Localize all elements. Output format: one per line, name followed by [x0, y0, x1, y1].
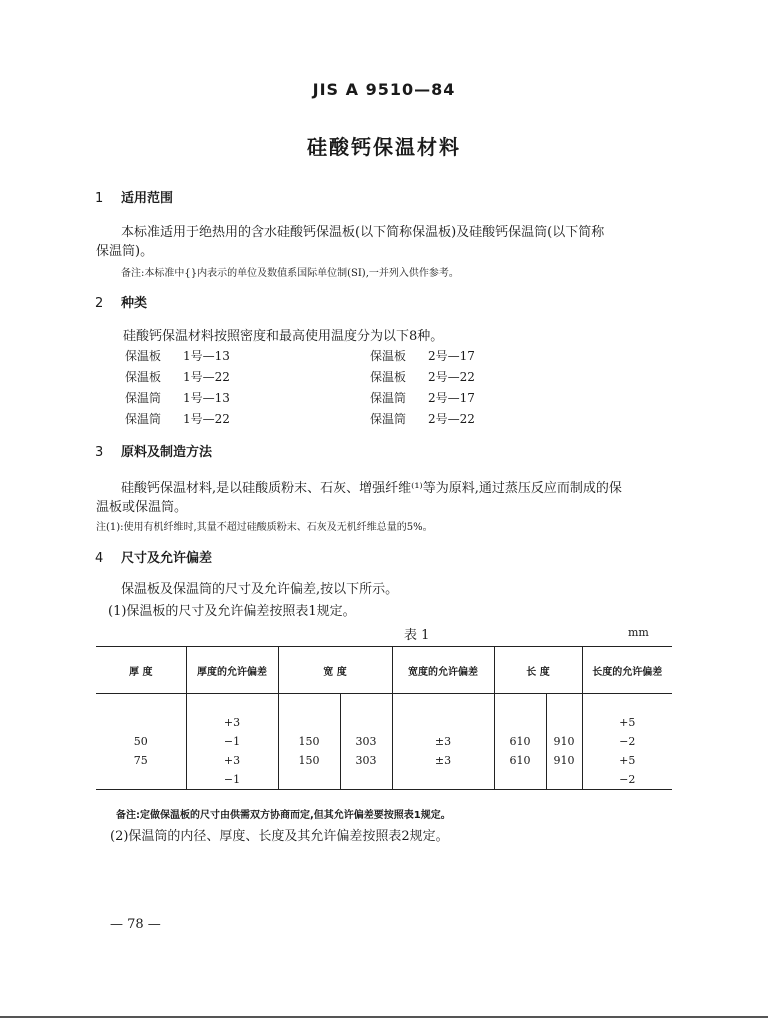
product-left-4 [125, 410, 230, 427]
section-1-heading [95, 187, 173, 206]
header-width-tolerance: 宽度的允许偏差 [392, 647, 494, 694]
cell-length-tolerance: +5 [582, 713, 672, 732]
s4-paragraph-line1: 保温板及保温筒的尺寸及允许偏差,按以下所示。 [121, 582, 399, 597]
section-2-heading [95, 292, 147, 311]
cell-width-tolerance [392, 770, 494, 790]
cell-thickness-tolerance: +3 [186, 751, 278, 770]
cell-width-a [278, 770, 340, 790]
cell-width-b: 303 [340, 751, 392, 770]
table-1 [96, 646, 672, 790]
cell-thickness [96, 770, 186, 790]
s1-remark: 备注:本标准中{}内表示的单位及数值系国际单位制(SI),一并列入供作参考。 [121, 268, 459, 279]
table-remark: 备注:定做保温板的尺寸由供需双方协商而定,但其允许偏差要按照表1规定。 [116, 810, 451, 821]
cell-length-b [546, 713, 582, 732]
section-3-heading [95, 441, 212, 460]
product-right-3 [370, 389, 475, 406]
product-name: 保温板 [125, 370, 162, 384]
section-title: 尺寸及允许偏差 [121, 551, 213, 566]
table-spacer-row [96, 694, 672, 714]
cell-width-tolerance [392, 713, 494, 732]
product-name: 保温筒 [370, 391, 407, 405]
product-code: 2号—17 [428, 391, 475, 405]
cell-width-tolerance: ±3 [392, 751, 494, 770]
product-name: 保温板 [125, 349, 162, 363]
table-row [96, 732, 672, 751]
product-code: 2号—17 [428, 349, 475, 363]
cell-length-b [546, 770, 582, 790]
product-left-1 [125, 347, 230, 364]
cell-thickness-tolerance: +3 [186, 713, 278, 732]
product-right-4 [370, 410, 475, 427]
section-title: 种类 [121, 296, 148, 311]
page-bottom-rule [0, 1016, 768, 1018]
s3-paragraph-line1: 硅酸钙保温材料,是以硅酸质粉末、石灰、增强纤维⁽¹⁾等为原料,通过蒸压反应而制成的保 [121, 481, 622, 496]
product-right-1 [370, 347, 475, 364]
table-header-row [96, 647, 672, 694]
cell-thickness-tolerance: −1 [186, 732, 278, 751]
product-code: 1号—22 [183, 370, 230, 384]
table-unit: mm [628, 626, 649, 639]
s3-footnote: 注(1):使用有机纤维时,其量不超过硅酸质粉末、石灰及无机纤维总量的5%。 [96, 522, 433, 533]
header-length: 长 度 [494, 647, 582, 694]
section-number: 2 [95, 296, 104, 311]
cell-length-a: 610 [494, 751, 546, 770]
product-right-2 [370, 368, 475, 385]
cell-length-a [494, 713, 546, 732]
cell-thickness: 50 [133, 735, 148, 748]
header-thickness: 厚 度 [96, 647, 186, 694]
section-title: 适用范围 [121, 191, 174, 206]
cell-width-b [340, 770, 392, 790]
product-code: 2号—22 [428, 412, 475, 426]
product-left-3 [125, 389, 230, 406]
product-code: 1号—13 [183, 391, 230, 405]
section-title: 原料及制造方法 [121, 445, 213, 460]
product-name: 保温筒 [125, 412, 162, 426]
cell-width-b: 303 [340, 732, 392, 751]
product-name: 保温筒 [125, 391, 162, 405]
document-title: 硅酸钙保温材料 [307, 135, 461, 159]
product-code: 1号—13 [183, 349, 230, 363]
standard-code: JIS A 9510—84 [312, 80, 456, 99]
cell-length-tolerance: −2 [582, 770, 672, 790]
section-4-heading [95, 547, 212, 566]
cell-length-b: 910 [546, 732, 582, 751]
s4-paragraph-line3: (2)保温筒的内径、厚度、长度及其允许偏差按照表2规定。 [110, 829, 449, 844]
header-thickness-tolerance: 厚度的允许偏差 [186, 647, 278, 694]
s3-paragraph-line2: 温板或保温筒。 [96, 500, 188, 515]
product-name: 保温板 [370, 349, 407, 363]
s1-paragraph-line2: 保温筒)。 [96, 244, 154, 259]
header-width: 宽 度 [278, 647, 392, 694]
cell-length-a [494, 770, 546, 790]
page-number: — 78 — [110, 917, 161, 932]
cell-width-a [278, 713, 340, 732]
product-left-2 [125, 368, 230, 385]
cell-length-tolerance: +5 [582, 751, 672, 770]
header-length-tolerance: 长度的允许偏差 [582, 647, 672, 694]
cell-length-a: 610 [494, 732, 546, 751]
cell-thickness [96, 713, 186, 732]
product-name: 保温筒 [370, 412, 407, 426]
table-row [96, 770, 672, 790]
cell-thickness: 75 [133, 754, 148, 767]
cell-thickness-tolerance: −1 [186, 770, 278, 790]
cell-width-a: 150 [278, 732, 340, 751]
table-caption: 表 1 [404, 628, 430, 643]
product-code: 2号—22 [428, 370, 475, 384]
cell-length-b: 910 [546, 751, 582, 770]
product-code: 1号—22 [183, 412, 230, 426]
s1-paragraph-line1: 本标准适用于绝热用的含水硅酸钙保温板(以下简称保温板)及硅酸钙保温筒(以下简称 [121, 225, 605, 240]
section-number: 1 [95, 191, 104, 206]
section-number: 3 [95, 445, 104, 460]
product-name: 保温板 [370, 370, 407, 384]
table-row [96, 713, 672, 732]
table-row [96, 751, 672, 770]
s2-intro: 硅酸钙保温材料按照密度和最高使用温度分为以下8种。 [123, 329, 444, 344]
section-number: 4 [95, 551, 104, 566]
cell-width-b [340, 713, 392, 732]
cell-width-tolerance: ±3 [392, 732, 494, 751]
cell-length-tolerance: −2 [582, 732, 672, 751]
cell-width-a: 150 [278, 751, 340, 770]
s4-paragraph-line2: (1)保温板的尺寸及允许偏差按照表1规定。 [108, 604, 356, 619]
